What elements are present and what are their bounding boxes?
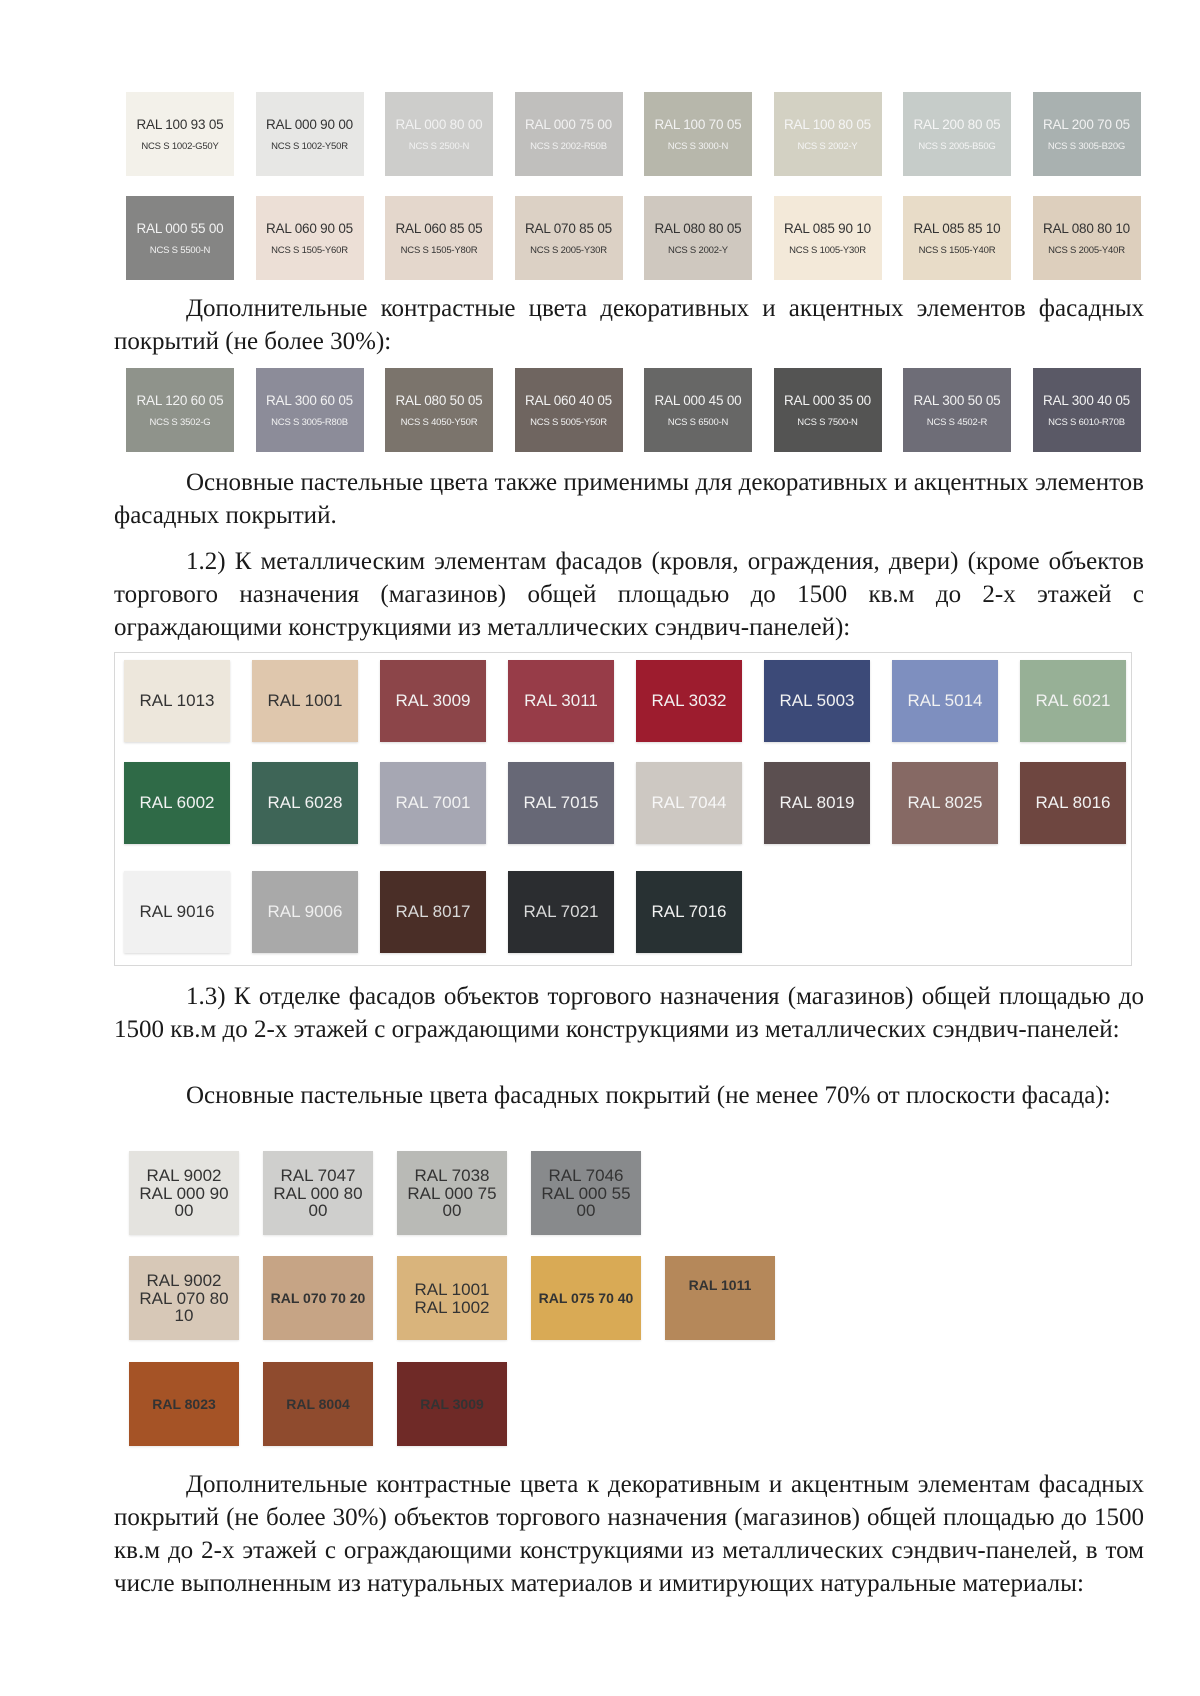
color-swatch: RAL 7015 [508, 762, 614, 844]
color-swatch [903, 368, 1011, 452]
ral-code: RAL 300 50 05 [913, 392, 1001, 408]
ncs-code: NCS S 1505-Y80R [400, 244, 478, 256]
color-swatch: RAL 5003 [764, 660, 870, 742]
paragraph-text: Основные пастельные цвета фасадных покрытий (не менее 70% от плоскости фасада): [186, 1082, 1111, 1109]
paragraph-text: Дополнительные контрастные цвета декоративных и акцентных элементов фасадных покрытий (не более 30%): [114, 295, 1144, 355]
ncs-code: NCS S 2500-N [408, 140, 470, 152]
color-swatch [644, 368, 752, 452]
color-swatch: RAL 7001 [380, 762, 486, 844]
color-swatch: RAL 8025 [892, 762, 998, 844]
ral-code: RAL 1011 [688, 1277, 752, 1293]
ral-code: RAL 300 40 05 [1043, 392, 1130, 408]
paragraph-text: Дополнительные контрастные цвета к декоративным и акцентным элементам фасадных покрытий (не более 30%) объектов торгового назначения (магазинов) общей площадью до 1500 кв.м до 2-х этажей с ограждающими конструкциями из металлических сэндвич-панелей, в том числе выполненным из натуральных материалов и имитирующих натуральные материалы: [114, 1471, 1144, 1597]
ral-code: RAL 080 80 10 [1043, 220, 1130, 236]
ral-code: RAL 085 90 10 [784, 220, 871, 236]
ral-code: RAL 000 75 00 [525, 116, 612, 132]
color-swatch [397, 1151, 507, 1235]
color-swatch [256, 92, 364, 176]
ral-code-secondary: RAL 070 80 10 [139, 1289, 229, 1325]
ral-code: RAL 7046 [548, 1166, 624, 1185]
paragraph-text: 1.2) К металлическим элементам фасадов (кровля, ограждения, двери) (кроме объектов торгового назначения (магазинов) общей площадью до 1500 кв.м до 2-х этажей с ограждающими конструкциями из металлических сэндвич-панелей): [114, 548, 1144, 641]
color-swatch [1033, 196, 1141, 280]
ncs-code: NCS S 1505-Y60R [271, 244, 348, 256]
ncs-code: NCS S 2005-Y30R [530, 244, 607, 256]
color-swatch [256, 196, 364, 280]
ral-code: RAL 080 80 05 [654, 220, 742, 236]
ral-code: RAL 060 85 05 [395, 220, 483, 236]
color-swatch: RAL 1013 [124, 660, 230, 742]
color-swatch: RAL 3011 [508, 660, 614, 742]
color-swatch [126, 196, 234, 280]
ncs-code: NCS S 7500-N [797, 416, 858, 428]
color-swatch: RAL 7044 [636, 762, 742, 844]
ncs-code: NCS S 6500-N [667, 416, 729, 428]
color-swatch [385, 196, 493, 280]
ral-code: RAL 9002 [146, 1166, 222, 1185]
ral-code: RAL 3009 [420, 1396, 484, 1412]
color-swatch [903, 92, 1011, 176]
ral-code: RAL 075 70 40 [538, 1290, 634, 1306]
color-swatch [397, 1256, 507, 1340]
color-swatch: RAL 9006 [252, 871, 358, 953]
color-swatch [263, 1256, 373, 1340]
ral-code: RAL 000 45 00 [654, 392, 742, 408]
color-swatch [515, 368, 623, 452]
color-swatch [397, 1362, 507, 1446]
color-swatch [129, 1256, 239, 1340]
ncs-code: NCS S 2002-R50B [530, 140, 607, 152]
color-swatch [129, 1151, 239, 1235]
ral-code: RAL 100 70 05 [654, 116, 742, 132]
ral-code-secondary: RAL 1002 [414, 1297, 490, 1317]
ncs-code: NCS S 2002-Y [668, 244, 728, 256]
ncs-code: NCS S 1002-G50Y [141, 140, 219, 152]
paragraph-pastel-applicable [114, 466, 1144, 532]
color-swatch [774, 92, 882, 176]
ral-code-secondary: RAL 000 75 00 [407, 1184, 497, 1220]
color-swatch: RAL 8017 [380, 871, 486, 953]
color-swatch [126, 92, 234, 176]
ral-code: RAL 300 60 05 [266, 392, 353, 408]
color-swatch: RAL 5014 [892, 660, 998, 742]
ncs-code: NCS S 6010-R70B [1048, 416, 1125, 428]
color-swatch [903, 196, 1011, 280]
ncs-code: NCS S 1002-Y50R [271, 140, 348, 152]
ncs-code: NCS S 2005-Y40R [1048, 244, 1125, 256]
color-swatch: RAL 6002 [124, 762, 230, 844]
ncs-code: NCS S 5500-N [149, 244, 211, 256]
color-swatch: RAL 7021 [508, 871, 614, 953]
color-swatch [644, 196, 752, 280]
paragraph-contrast-colors [114, 292, 1144, 358]
color-swatch: RAL 7016 [636, 871, 742, 953]
color-swatch [531, 1256, 641, 1340]
color-swatch: RAL 9016 [124, 871, 230, 953]
ral-code: RAL 200 80 05 [913, 116, 1001, 132]
color-swatch [263, 1151, 373, 1235]
ral-code: RAL 070 85 05 [525, 220, 612, 236]
ral-code-secondary: RAL 000 80 00 [273, 1184, 363, 1220]
color-swatch: RAL 6021 [1020, 660, 1126, 742]
ral-code: RAL 070 70 20 [270, 1290, 366, 1306]
color-swatch [256, 368, 364, 452]
ral-code-secondary: RAL 000 90 00 [139, 1184, 229, 1220]
color-swatch: RAL 6028 [252, 762, 358, 844]
ral-code: RAL 100 93 05 [136, 116, 224, 132]
ral-code: RAL 100 80 05 [784, 116, 871, 132]
color-swatch [385, 368, 493, 452]
ral-code: RAL 1001 [414, 1279, 490, 1299]
ral-code: RAL 120 60 05 [136, 392, 224, 408]
color-swatch [1033, 92, 1141, 176]
ncs-code: NCS S 3502-G [149, 416, 211, 428]
color-swatch [665, 1256, 775, 1340]
color-swatch [774, 196, 882, 280]
ncs-code: NCS S 2002-Y [797, 140, 858, 152]
ral-code: RAL 8023 [152, 1396, 216, 1412]
color-swatch: RAL 3009 [380, 660, 486, 742]
ncs-code: NCS S 4050-Y50R [400, 416, 478, 428]
ncs-code: NCS S 5005-Y50R [530, 416, 607, 428]
color-swatch: RAL 8019 [764, 762, 870, 844]
paragraph-text: Основные пастельные цвета также применимы для декоративных и акцентных элементов фасадных покрытий. [114, 469, 1144, 529]
ral-code: RAL 085 85 10 [913, 220, 1001, 236]
ral-code: RAL 7047 [280, 1166, 356, 1185]
color-swatch [263, 1362, 373, 1446]
ncs-code: NCS S 4502-R [926, 416, 988, 428]
ncs-code: NCS S 1005-Y30R [789, 244, 866, 256]
ral-code: RAL 8004 [286, 1396, 350, 1412]
ncs-code: NCS S 2005-B50G [918, 140, 996, 152]
paragraph-text: 1.3) К отделке фасадов объектов торгового назначения (магазинов) общей площадью до 1500 кв.м до 2-х этажей с ограждающими конструкциями из металлических сэндвич-панелей: [114, 983, 1144, 1043]
color-swatch [129, 1362, 239, 1446]
ncs-code: NCS S 3005-B20G [1047, 140, 1126, 152]
color-swatch [531, 1151, 641, 1235]
ral-code: RAL 200 70 05 [1043, 116, 1130, 132]
paragraph-section-1-3 [114, 980, 1144, 1046]
ral-code: RAL 080 50 05 [395, 392, 483, 408]
paragraph-pastel-70 [114, 1079, 1144, 1112]
ral-code: RAL 060 40 05 [525, 392, 612, 408]
ral-code: RAL 060 90 05 [266, 220, 353, 236]
paragraph-section-1-2 [114, 545, 1144, 644]
color-swatch: RAL 1001 [252, 660, 358, 742]
color-swatch: RAL 3032 [636, 660, 742, 742]
ncs-code: NCS S 3000-N [667, 140, 729, 152]
color-swatch [515, 196, 623, 280]
color-swatch [126, 368, 234, 452]
ral-code: RAL 000 90 00 [266, 116, 353, 132]
color-swatch [1033, 368, 1141, 452]
color-swatch [385, 92, 493, 176]
color-swatch [774, 368, 882, 452]
ral-code: RAL 9002 [146, 1271, 222, 1290]
paragraph-contrast-trade [114, 1468, 1144, 1600]
ral-code: RAL 000 35 00 [784, 392, 871, 408]
color-swatch: RAL 8016 [1020, 762, 1126, 844]
color-swatch [644, 92, 752, 176]
color-swatch [515, 92, 623, 176]
ncs-code: NCS S 1505-Y40R [918, 244, 996, 256]
ral-code: RAL 7038 [414, 1166, 490, 1185]
ral-code-secondary: RAL 000 55 00 [541, 1184, 631, 1220]
ncs-code: NCS S 3005-R80B [271, 416, 348, 428]
ral-code: RAL 000 80 00 [395, 116, 483, 132]
ral-code: RAL 000 55 00 [136, 220, 224, 236]
